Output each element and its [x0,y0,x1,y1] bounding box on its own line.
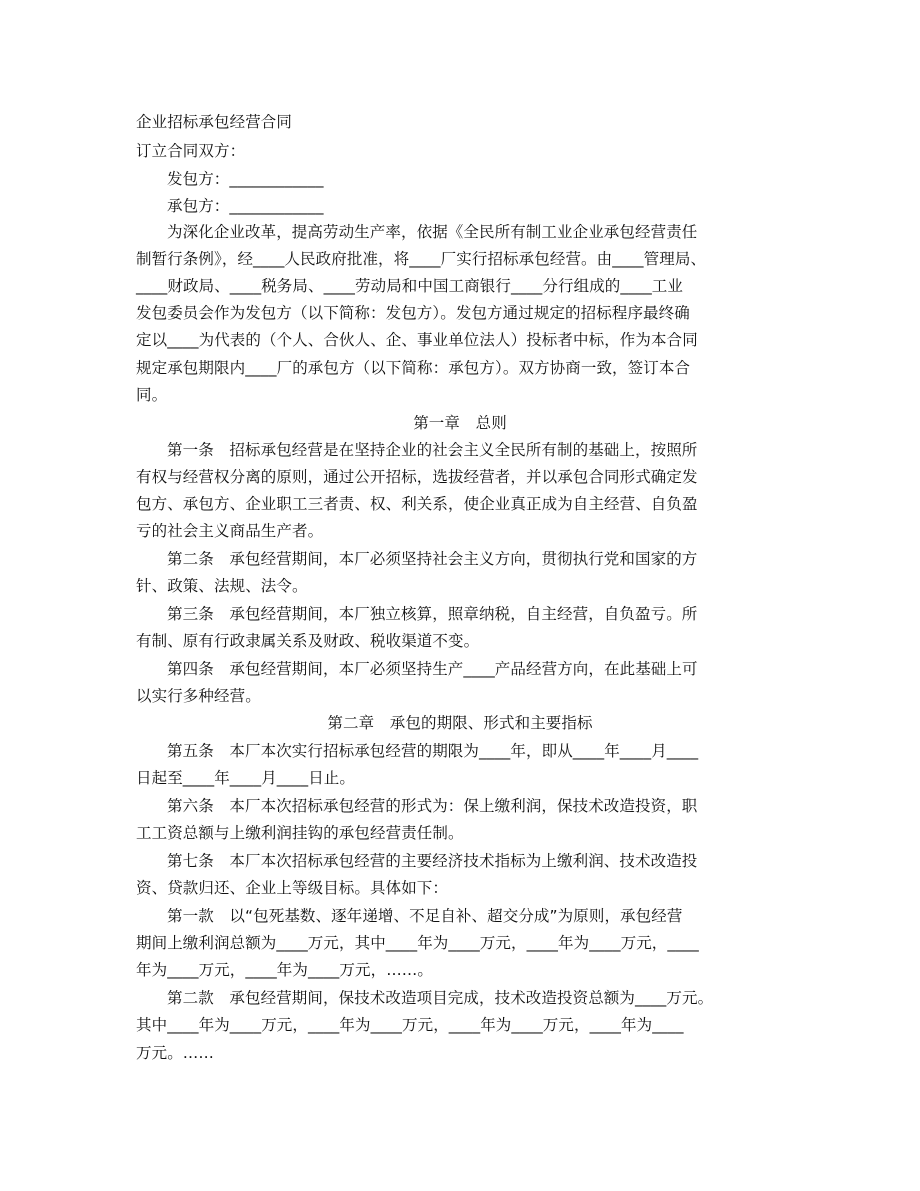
preamble-line: 同。 [136,386,168,404]
preamble-line: 定以____为代表的（个人、合伙人、企、事业单位法人）投标者中标，作为本合同 [136,331,698,349]
parties-heading: 订立合同双方： [136,142,246,160]
clause-1-line: 期间上缴利润总额为____万元，其中____年为____万元，____年为____万元，____ [136,934,699,952]
article-4-line: 第四条 承包经营期间，本厂必须坚持生产____产品经营方向，在此基础上可 [167,660,698,678]
clause-2-line: 第二款 承包经营期间，保技术改造项目完成，技术改造投资总额为____万元。 [167,989,714,1007]
document-title: 企业招标承包经营合同 [136,113,293,131]
article-1-line: 亏的社会主义商品生产者。 [136,522,324,540]
preamble-line: ____财政局、____税务局、____劳动局和中国工商银行____分行组成的____工业 [136,277,684,295]
party-b-line: 承包方：____________ [167,197,324,215]
clause-1-line: 第一款 以“包死基数、逐年递增、不足自补、超交分成”为原则，承包经营 [167,907,683,925]
article-7-line: 第七条 本厂本次招标承包经营的主要经济技术指标为上缴利润、技术改造投 [167,852,698,870]
preamble-line: 规定承包期限内____厂的承包方（以下简称：承包方）。双方协商一致，签订本合 [136,359,691,377]
preamble-line: 为深化企业改革，提高劳动生产率，依据《全民所有制工业企业承包经营责任 [167,223,698,241]
article-4-line: 以实行多种经营。 [136,687,261,705]
chapter-2-heading: 第二章 承包的期限、形式和主要指标 [327,714,593,732]
article-5-line: 第五条 本厂本次实行招标承包经营的期限为____年，即从____年____月____ [167,742,699,760]
article-6-line: 第六条 本厂本次招标承包经营的形式为：保上缴利润，保技术改造投资，职 [167,797,698,815]
clause-2-line: 其中____年为____万元，____年为____万元，____年为____万元，____年为____ [136,1016,684,1034]
party-a-line: 发包方：____________ [167,170,324,188]
clause-2-line: 万元。…… [136,1044,215,1062]
article-1-line: 有权与经营权分离的原则，通过公开招标，选拔经营者，并以承包合同形式确定发 [136,468,698,486]
article-3-line: 有制、原有行政隶属关系及财政、税收渠道不变。 [136,632,480,650]
article-7-line: 资、贷款归还、企业上等级目标。具体如下： [136,879,449,897]
article-5-line: 日起至____年____月____日止。 [136,769,356,787]
preamble-line: 制暂行条例》，经____人民政府批准，将____厂实行招标承包经营。由____管理局、 [136,250,707,268]
article-2-line: 针、政策、法规、法令。 [136,577,308,595]
clause-1-line: 年为____万元，____年为____万元，……。 [136,961,434,979]
article-2-line: 第二条 承包经营期间，本厂必须坚持社会主义方向，贯彻执行党和国家的方 [167,550,698,568]
chapter-1-heading: 第一章 总则 [413,414,507,432]
article-3-line: 第三条 承包经营期间，本厂独立核算，照章纳税，自主经营，自负盈亏。所 [167,605,698,623]
article-1-line: 第一条 招标承包经营是在坚持企业的社会主义全民所有制的基础上，按照所 [167,441,698,459]
article-1-line: 包方、承包方、企业职工三者责、权、利关系，使企业真正成为自主经营、自负盈 [136,495,698,513]
article-6-line: 工工资总额与上缴利润挂钩的承包经营责任制。 [136,824,464,842]
preamble-line: 发包委员会作为发包方（以下简称：发包方）。发包方通过规定的招标程序最终确 [136,304,690,322]
